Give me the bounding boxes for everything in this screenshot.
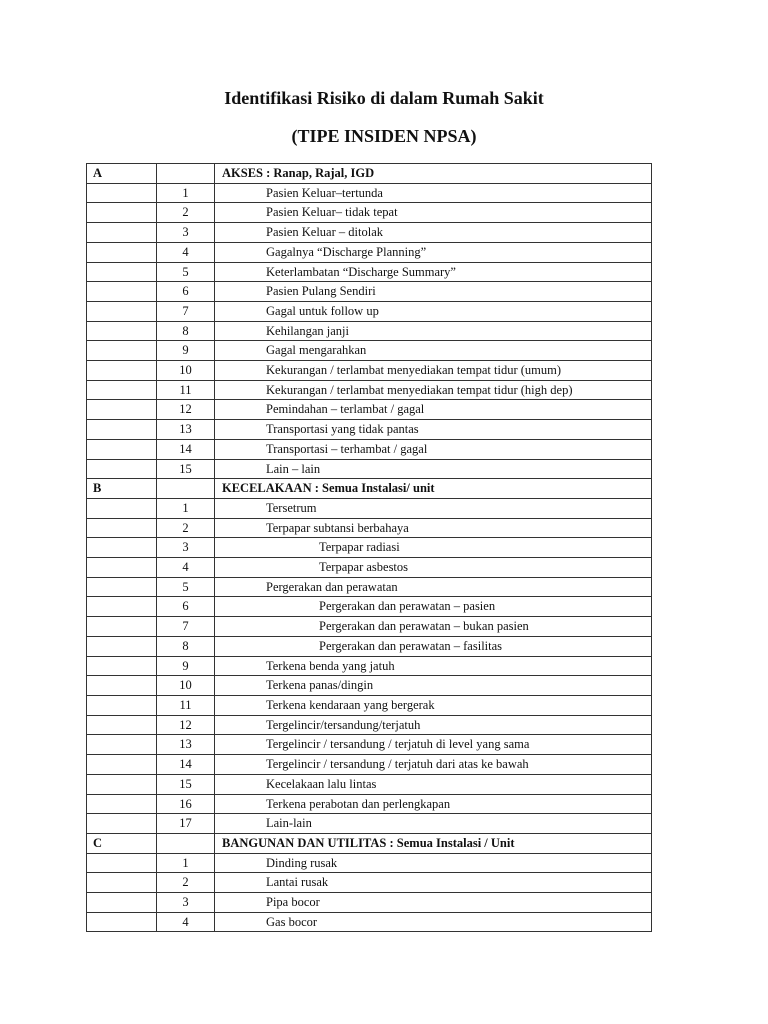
section-heading-cell: AKSES : Ranap, Rajal, IGD: [215, 164, 652, 184]
table-row: [87, 814, 652, 834]
item-description-cell: Terpapar asbestos: [215, 558, 652, 578]
item-description-cell: Pasien Keluar–tertunda: [215, 183, 652, 203]
section-code-cell: B: [87, 479, 157, 499]
item-number-cell: 2: [157, 203, 215, 223]
item-description-cell: Terkena perabotan dan perlengkapan: [215, 794, 652, 814]
item-number-cell: 12: [157, 400, 215, 420]
section-code-cell: C: [87, 833, 157, 853]
item-number-cell: 3: [157, 223, 215, 243]
table-row: [87, 538, 652, 558]
item-number-cell: 15: [157, 459, 215, 479]
section-code-cell: [87, 341, 157, 361]
section-code-cell: [87, 735, 157, 755]
section-code-cell: [87, 380, 157, 400]
item-number-cell: 11: [157, 380, 215, 400]
section-code-cell: [87, 755, 157, 775]
section-heading-cell: KECELAKAAN : Semua Instalasi/ unit: [215, 479, 652, 499]
item-description-cell: Pasien Keluar – ditolak: [215, 223, 652, 243]
item-number-cell: 1: [157, 498, 215, 518]
item-description-cell: Pasien Pulang Sendiri: [215, 282, 652, 302]
item-number-cell: 10: [157, 361, 215, 381]
section-code-cell: [87, 814, 157, 834]
item-number-cell: 8: [157, 636, 215, 656]
section-code-cell: [87, 912, 157, 932]
item-description-cell: Tergelincir/tersandung/terjatuh: [215, 715, 652, 735]
item-number-cell: 7: [157, 617, 215, 637]
item-number-cell: 8: [157, 321, 215, 341]
item-description-cell: Pipa bocor: [215, 893, 652, 913]
section-code-cell: [87, 183, 157, 203]
section-code-cell: [87, 400, 157, 420]
item-description-cell: Tergelincir / tersandung / terjatuh di level yang sama: [215, 735, 652, 755]
table-row: [87, 893, 652, 913]
section-code-cell: [87, 538, 157, 558]
item-number-cell: 6: [157, 597, 215, 617]
risk-table: [86, 163, 652, 932]
table-row: [87, 341, 652, 361]
item-number-cell: 13: [157, 420, 215, 440]
table-row: [87, 755, 652, 775]
table-row: [87, 735, 652, 755]
item-number-cell: 5: [157, 577, 215, 597]
table-row: [87, 695, 652, 715]
table-row: [87, 223, 652, 243]
table-row: [87, 715, 652, 735]
item-description-cell: Lain – lain: [215, 459, 652, 479]
section-code-cell: [87, 715, 157, 735]
item-description-cell: Kekurangan / terlambat menyediakan tempat tidur (umum): [215, 361, 652, 381]
section-code-cell: [87, 656, 157, 676]
item-number-cell: 11: [157, 695, 215, 715]
item-description-cell: Terkena kendaraan yang bergerak: [215, 695, 652, 715]
item-description-cell: Pergerakan dan perawatan – pasien: [215, 597, 652, 617]
item-number-cell: 12: [157, 715, 215, 735]
table-row: [87, 774, 652, 794]
section-code-cell: A: [87, 164, 157, 184]
item-number-cell: 1: [157, 853, 215, 873]
section-code-cell: [87, 676, 157, 696]
section-code-cell: [87, 893, 157, 913]
table-row: [87, 301, 652, 321]
item-number-cell: 15: [157, 774, 215, 794]
section-code-cell: [87, 223, 157, 243]
table-row: [87, 321, 652, 341]
item-description-cell: Pemindahan – terlambat / gagal: [215, 400, 652, 420]
table-row: [87, 498, 652, 518]
item-number-cell: 14: [157, 439, 215, 459]
section-code-cell: [87, 361, 157, 381]
item-number-cell: 16: [157, 794, 215, 814]
section-code-cell: [87, 518, 157, 538]
table-row: [87, 459, 652, 479]
table-row: [87, 873, 652, 893]
table-row: [87, 400, 652, 420]
section-code-cell: [87, 558, 157, 578]
item-number-cell: 17: [157, 814, 215, 834]
table-row: [87, 420, 652, 440]
table-row: [87, 183, 652, 203]
item-description-cell: Transportasi – terhambat / gagal: [215, 439, 652, 459]
item-description-cell: Gas bocor: [215, 912, 652, 932]
item-number-cell: 9: [157, 341, 215, 361]
section-code-cell: [87, 459, 157, 479]
item-description-cell: Gagal untuk follow up: [215, 301, 652, 321]
item-number-cell: 3: [157, 893, 215, 913]
item-number-cell: 2: [157, 873, 215, 893]
item-description-cell: Pasien Keluar– tidak tepat: [215, 203, 652, 223]
section-code-cell: [87, 262, 157, 282]
item-description-cell: Kecelakaan lalu lintas: [215, 774, 652, 794]
table-row: [87, 833, 652, 853]
table-row: [87, 853, 652, 873]
table-row: [87, 479, 652, 499]
item-description-cell: Pergerakan dan perawatan – bukan pasien: [215, 617, 652, 637]
table-row: [87, 656, 652, 676]
section-code-cell: [87, 617, 157, 637]
table-row: [87, 558, 652, 578]
table-row: [87, 597, 652, 617]
item-description-cell: Lain-lain: [215, 814, 652, 834]
table-row: [87, 676, 652, 696]
item-description-cell: Pergerakan dan perawatan – fasilitas: [215, 636, 652, 656]
item-number-cell: 4: [157, 912, 215, 932]
table-row: [87, 912, 652, 932]
document-title: Identifikasi Risiko di dalam Rumah Sakit: [224, 88, 544, 108]
section-heading-cell: BANGUNAN DAN UTILITAS : Semua Instalasi / Unit: [215, 833, 652, 853]
item-number-cell: [157, 164, 215, 184]
item-description-cell: Gagal mengarahkan: [215, 341, 652, 361]
item-description-cell: Pergerakan dan perawatan: [215, 577, 652, 597]
table-row: [87, 794, 652, 814]
item-number-cell: 4: [157, 242, 215, 262]
section-code-cell: [87, 597, 157, 617]
section-code-cell: [87, 498, 157, 518]
item-number-cell: 9: [157, 656, 215, 676]
section-code-cell: [87, 774, 157, 794]
item-number-cell: 14: [157, 755, 215, 775]
item-number-cell: 6: [157, 282, 215, 302]
item-description-cell: Terpapar subtansi berbahaya: [215, 518, 652, 538]
item-number-cell: 10: [157, 676, 215, 696]
item-number-cell: 5: [157, 262, 215, 282]
table-row: [87, 164, 652, 184]
item-number-cell: 2: [157, 518, 215, 538]
item-description-cell: Terpapar radiasi: [215, 538, 652, 558]
item-description-cell: Tersetrum: [215, 498, 652, 518]
table-row: [87, 262, 652, 282]
table-row: [87, 242, 652, 262]
table-row: [87, 361, 652, 381]
item-number-cell: 7: [157, 301, 215, 321]
item-description-cell: Transportasi yang tidak pantas: [215, 420, 652, 440]
item-description-cell: Keterlambatan “Discharge Summary”: [215, 262, 652, 282]
table-row: [87, 439, 652, 459]
section-code-cell: [87, 577, 157, 597]
item-number-cell: 1: [157, 183, 215, 203]
item-description-cell: Kekurangan / terlambat menyediakan tempat tidur (high dep): [215, 380, 652, 400]
table-row: [87, 203, 652, 223]
table-row: [87, 518, 652, 538]
item-number-cell: 13: [157, 735, 215, 755]
section-code-cell: [87, 439, 157, 459]
section-code-cell: [87, 242, 157, 262]
risk-table-body: [87, 164, 652, 932]
table-row: [87, 617, 652, 637]
item-number-cell: [157, 833, 215, 853]
section-code-cell: [87, 420, 157, 440]
section-code-cell: [87, 873, 157, 893]
item-description-cell: Dinding rusak: [215, 853, 652, 873]
section-code-cell: [87, 636, 157, 656]
table-row: [87, 380, 652, 400]
item-description-cell: Tergelincir / tersandung / terjatuh dari atas ke bawah: [215, 755, 652, 775]
item-description-cell: Kehilangan janji: [215, 321, 652, 341]
item-number-cell: 3: [157, 538, 215, 558]
section-code-cell: [87, 695, 157, 715]
section-code-cell: [87, 853, 157, 873]
item-description-cell: Terkena benda yang jatuh: [215, 656, 652, 676]
item-description-cell: Terkena panas/dingin: [215, 676, 652, 696]
section-code-cell: [87, 282, 157, 302]
table-row: [87, 577, 652, 597]
document-subtitle: (TIPE INSIDEN NPSA): [291, 126, 477, 146]
table-row: [87, 282, 652, 302]
item-number-cell: [157, 479, 215, 499]
item-number-cell: 4: [157, 558, 215, 578]
section-code-cell: [87, 794, 157, 814]
item-description-cell: Lantai rusak: [215, 873, 652, 893]
section-code-cell: [87, 321, 157, 341]
item-description-cell: Gagalnya “Discharge Planning”: [215, 242, 652, 262]
section-code-cell: [87, 301, 157, 321]
section-code-cell: [87, 203, 157, 223]
table-row: [87, 636, 652, 656]
